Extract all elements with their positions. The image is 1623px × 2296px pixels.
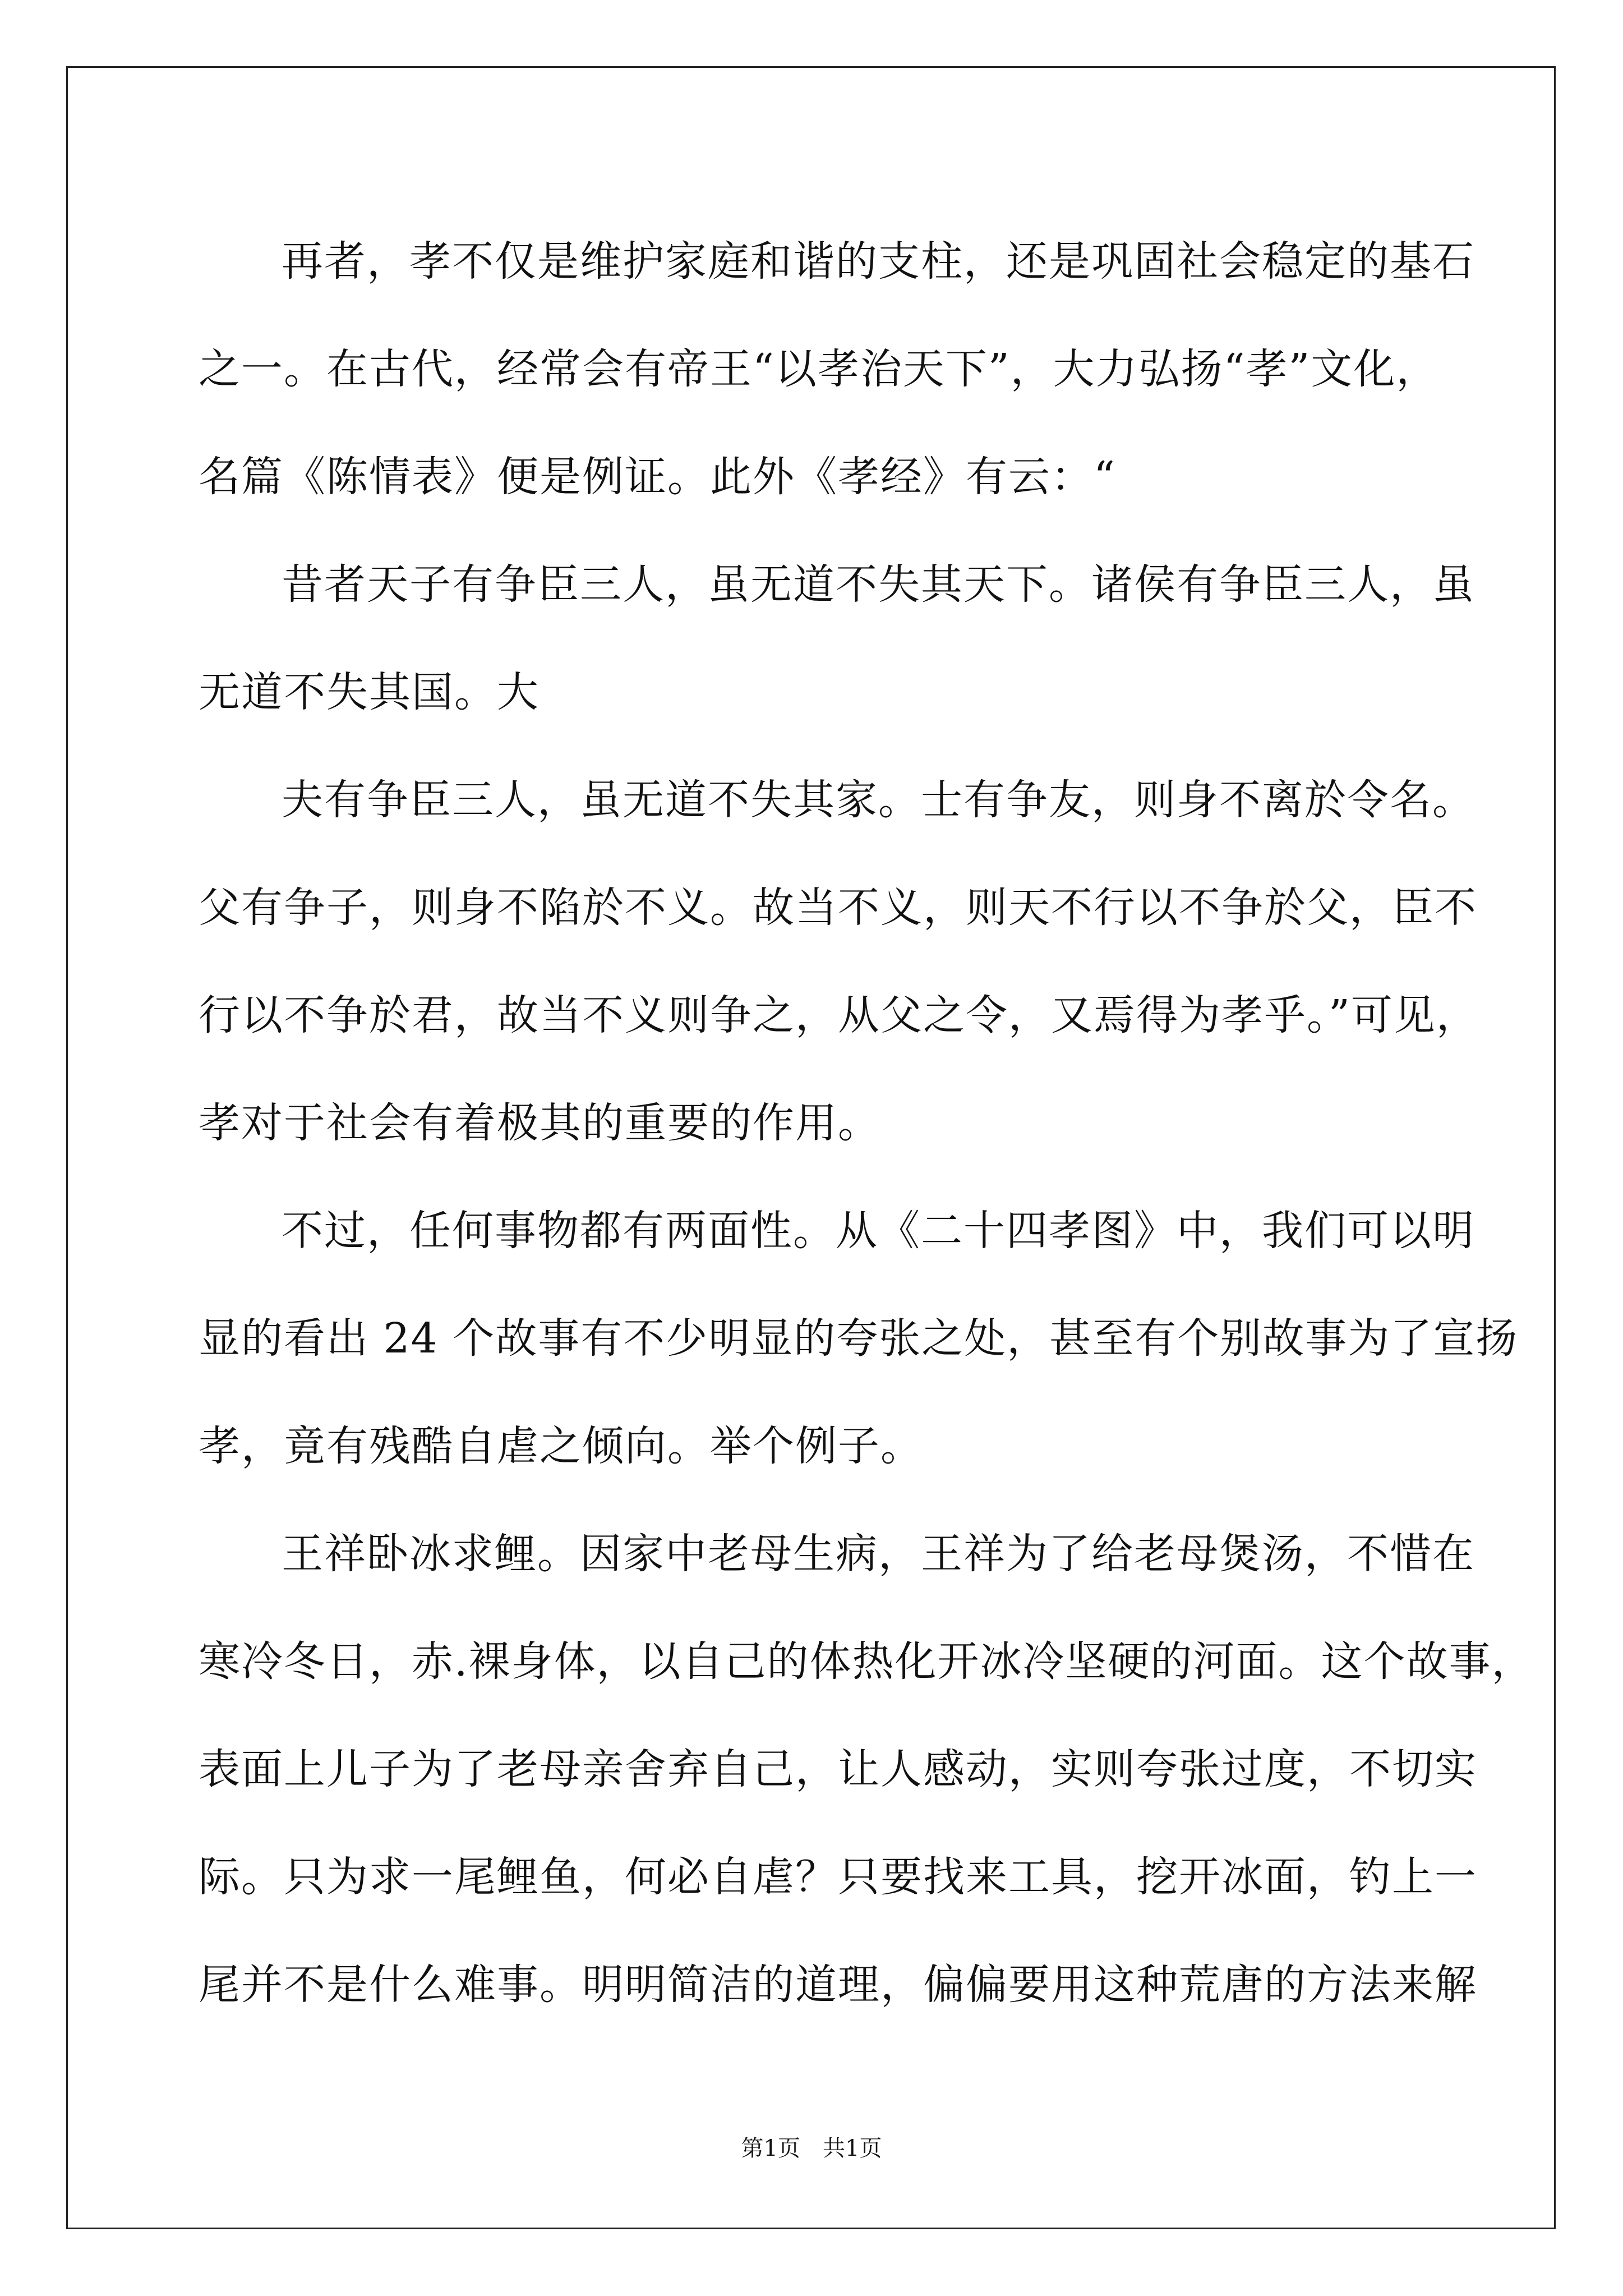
text-line: 孝对于社会有着极其的重要的作用。 — [199, 1099, 880, 1147]
text-line: 之一。在古代，经常会有帝王“以孝治天下”，大力弘扬“孝”文化， — [199, 345, 1439, 393]
text-line: 表面上儿子为了老母亲舍弃自己，让人感动，实则夸张过度，不切实 — [199, 1745, 1477, 1793]
text-line: 寒冷冬日，赤.裸身体，以自己的体热化开冰冷坚硬的河面。这个故事， — [199, 1637, 1534, 1686]
text-line: 际。只为求一尾鲤鱼，何必自虐？只要找来工具，挖开冰面，钓上一 — [199, 1853, 1477, 1901]
text-line: 再者，孝不仅是维护家庭和谐的支柱，还是巩固社会稳定的基石 — [282, 237, 1475, 286]
page-footer — [0, 2132, 1623, 2165]
page-number: 第1页 — [741, 2136, 800, 2161]
page-total: 共1页 — [823, 2136, 882, 2161]
text-line: 夫有争臣三人，虽无道不失其家。士有争友，则身不离於令名。 — [282, 776, 1475, 824]
text-line: 昔者天子有争臣三人，虽无道不失其天下。诸侯有争臣三人，虽 — [282, 560, 1475, 609]
text-line: 名篇《陈情表》便是例证。此外《孝经》有云：“ — [199, 453, 1116, 501]
text-line: 王祥卧冰求鲤。因家中老母生病，王祥为了给老母煲汤，不惜在 — [282, 1530, 1475, 1578]
text-line: 无道不失其国。大 — [199, 668, 540, 716]
text-line: 尾并不是什么难事。明明简洁的道理，偏偏要用这种荒唐的方法来解 — [199, 1961, 1477, 2009]
text-line: 行以不争於君，故当不义则争之，从父之令，又焉得为孝乎。”可见， — [199, 991, 1479, 1039]
text-line: 孝，竟有残酷自虐之倾向。举个例子。 — [199, 1422, 923, 1470]
text-line: 不过，任何事物都有两面性。从《二十四孝图》中，我们可以明 — [282, 1207, 1475, 1255]
text-line: 显的看出 24 个故事有不少明显的夸张之处，甚至有个别故事为了宣扬 — [199, 1314, 1519, 1363]
text-line: 父有争子，则身不陷於不义。故当不义，则天不行以不争於父，臣不 — [199, 884, 1477, 932]
document-body — [199, 208, 1534, 2039]
